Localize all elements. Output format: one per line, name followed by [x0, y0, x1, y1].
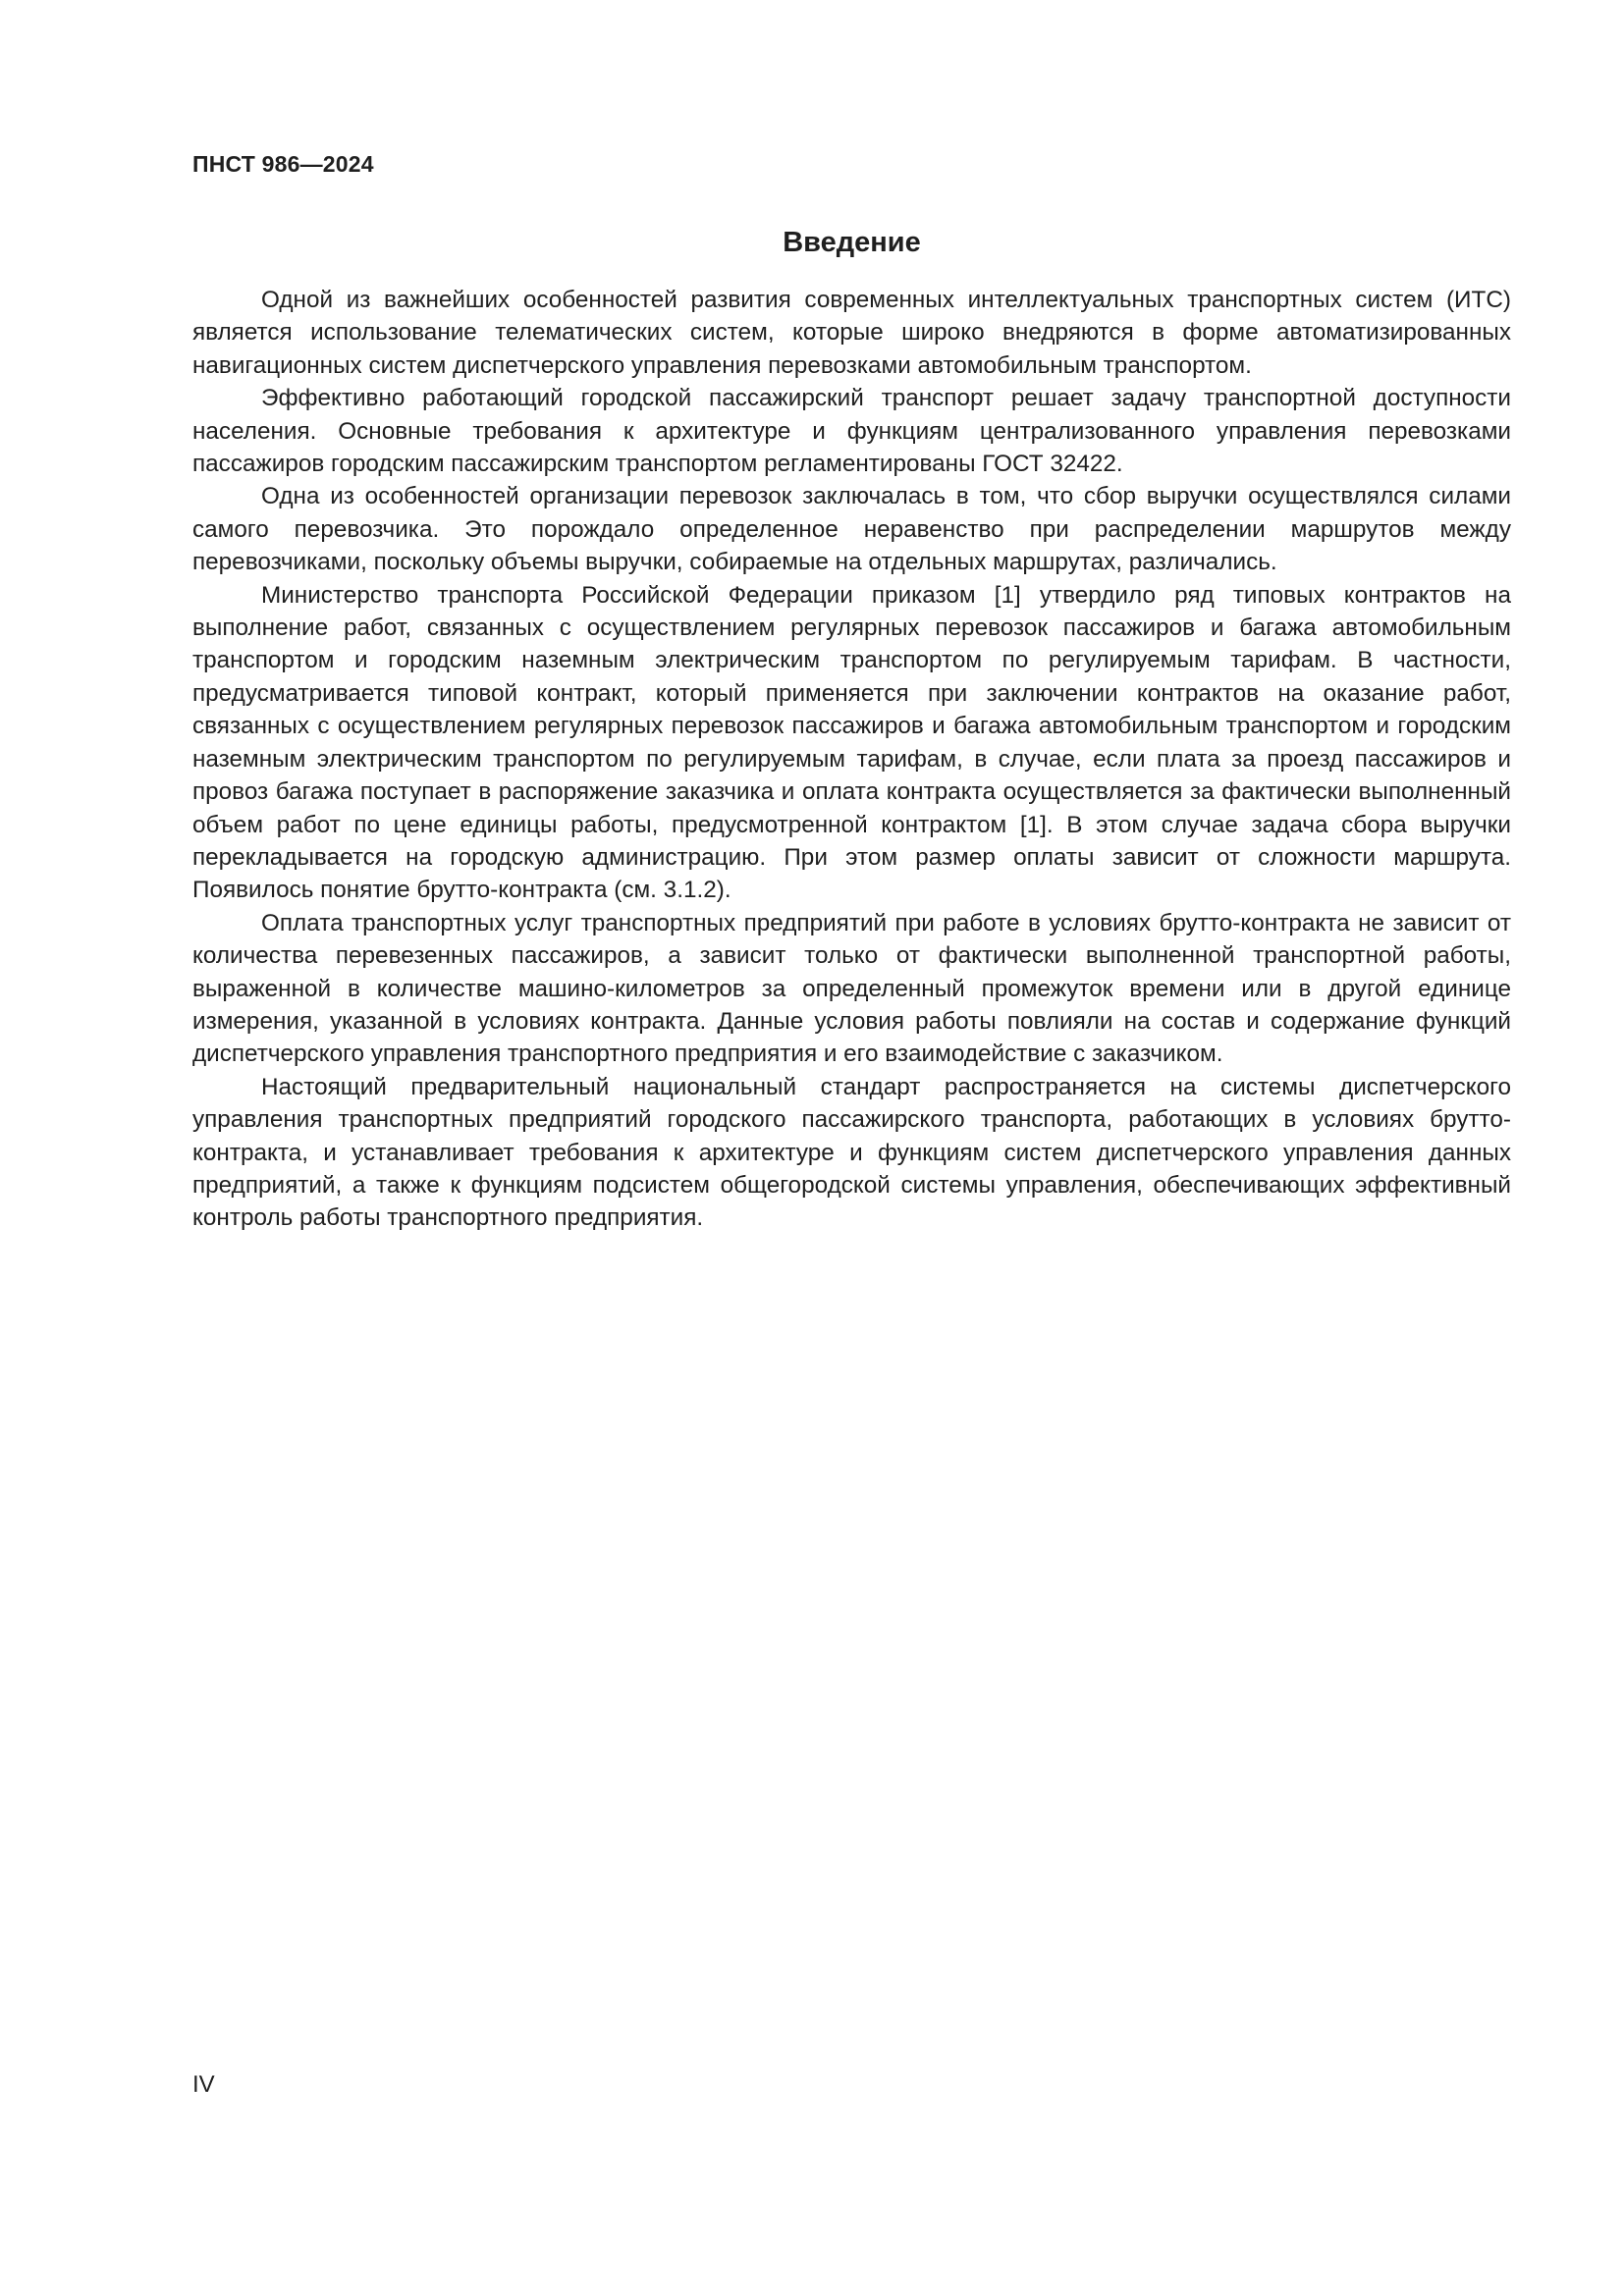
section-title: Введение [783, 227, 921, 258]
page-number: IV [192, 2071, 215, 2098]
section-body [192, 284, 1511, 1235]
paragraph: Оплата транспортных услуг транспортных предприятий при работе в условиях брутто-контракта не зависит от количества перевезенных пассажиров, а зависит только от фактически выполненной транспортной работы, выраженной в количестве машино-километров за определенный промежуток времени или в другой единице измерения, указанной в условиях контракта. Данные условия работы повлияли на состав и содержание функций диспетчерского управления транспортного предприятия и его взаимодействие с заказчиком. [192, 909, 1511, 1068]
document-code: ПНСТ 986—2024 [192, 151, 374, 177]
paragraph: Одной из важнейших особенностей развития современных интеллектуальных транспортных систем (ИТС) является использование телематических систем, которые широко внедряются в форме автоматизированных навигационных систем диспетчерского управления перевозками автомобильным транспортом. [192, 287, 1511, 379]
paragraph: Эффективно работающий городской пассажирский транспорт решает задачу транспортной доступности населения. Основные требования к архитектуре и функциям централизованного управления перевозками пассажиров городским пассажирским транспортом регламентированы ГОСТ 32422. [192, 385, 1511, 478]
paragraph: Министерство транспорта Российской Федерации приказом [1] утвердило ряд типовых контрактов на выполнение работ, связанных с осуществлением регулярных перевозок пассажиров и багажа автомобильным транспортом и городским наземным электрическим транспортом по регулируемым тарифам. В частности, предусматривается типовой контракт, который применяется при заключении контрактов на оказание работ, связанных с осуществлением регулярных перевозок пассажиров и багажа автомобильным транспортом и городским наземным электрическим транспортом по регулируемым тарифам, в случае, если плата за проезд пассажиров и провоз багажа поступает в распоряжение заказчика и оплата контракта осуществляется за фактически выполненный объем работ по цене единицы работы, предусмотренной контрактом [1]. В этом случае задача сбора выручки перекладывается на городскую администрацию. При этом размер оплаты зависит от сложности маршрута. Появилось понятие брутто-контракта (см. 3.1.2). [192, 581, 1511, 904]
paragraph: Одна из особенностей организации перевозок заключалась в том, что сбор выручки осуществлялся силами самого перевозчика. Это порождало определенное неравенство при распределении маршрутов между перевозчиками, поскольку объемы выручки, собираемые на отдельных маршрутах, различались. [192, 483, 1511, 576]
paragraph: Настоящий предварительный национальный стандарт распространяется на системы диспетчерского управления транспортных предприятий городского пассажирского транспорта, работающих в условиях брутто-контракта, и устанавливает требования к архитектуре и функциям систем диспетчерского управления данных предприятий, а также к функциям подсистем общегородской системы управления, обеспечивающих эффективный контроль работы транспортного предприятия. [192, 1073, 1511, 1232]
